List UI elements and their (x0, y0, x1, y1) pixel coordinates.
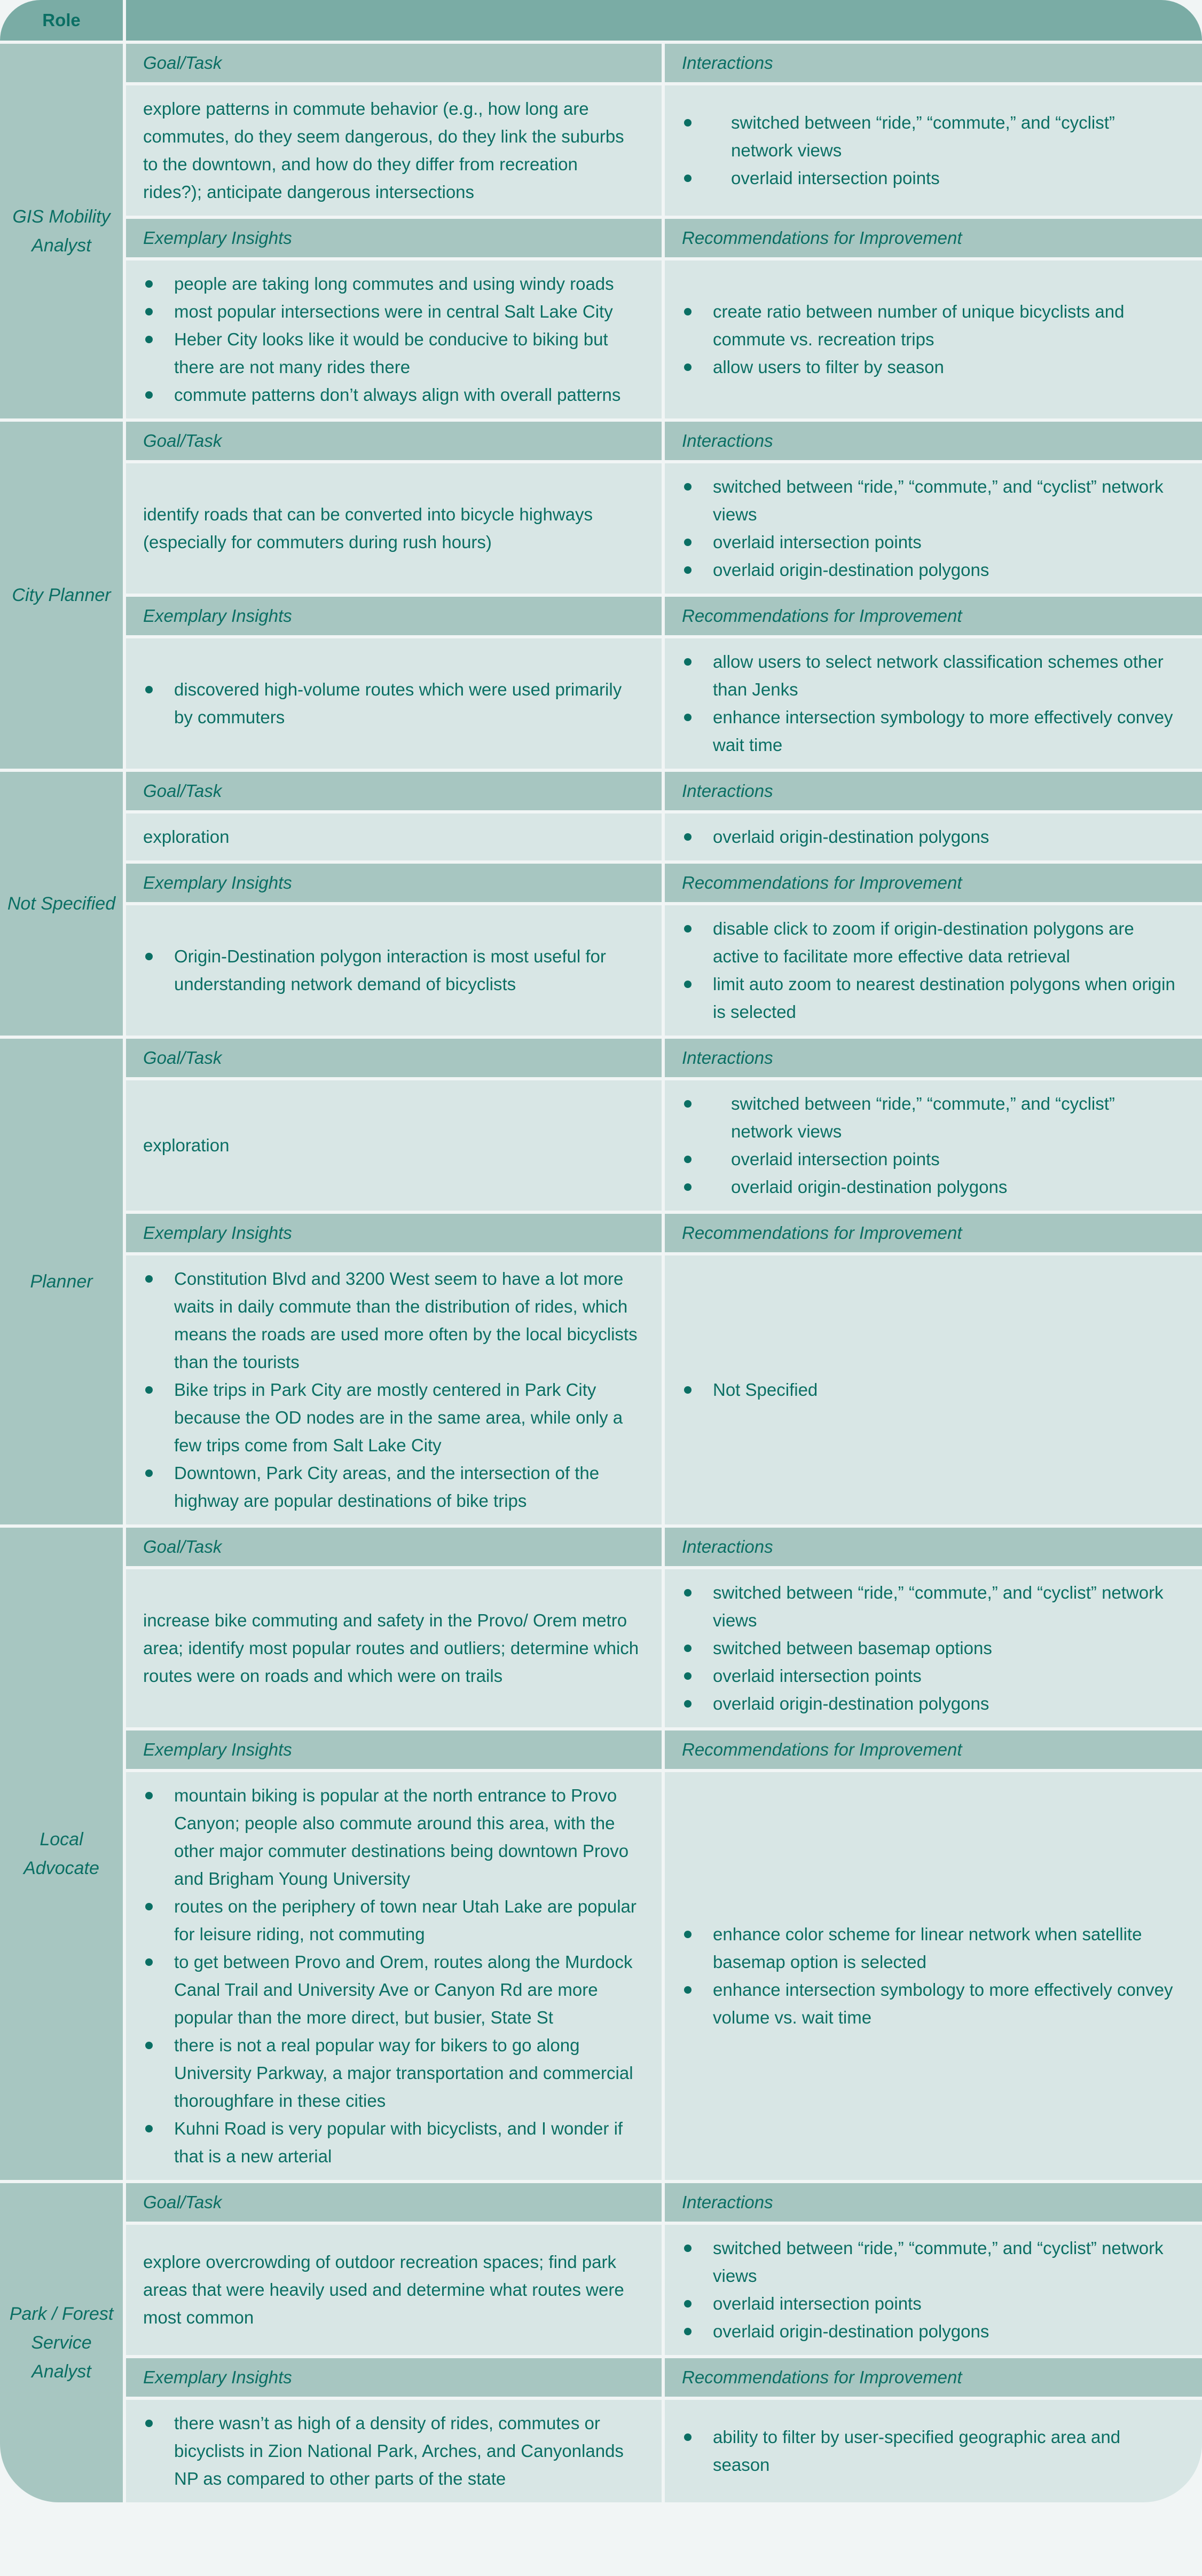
interaction-item: switched between “ride,” “commute,” and “cyclist” network views (682, 1090, 1181, 1145)
recommendations-label: Recommendations for Improvement (682, 1223, 962, 1243)
insight-item: there wasn’t as high of a density of rides, commutes or bicyclists in Zion National Park, Arches, and Canyonlands NP as compared to other parts of the state (143, 2409, 640, 2493)
interactions-cell (665, 1569, 1202, 1727)
interaction-item: overlaid origin-destination polygons (682, 1690, 1181, 1718)
interactions-list (682, 2234, 1181, 2345)
goal-task-text: explore patterns in commute behavior (e.g., how long are commutes, do they seem dangerous, do they link the suburbs to the downtown, and how do they differ from recreation rides?); anticipate dangerous intersections (143, 99, 624, 202)
insight-item: Bike trips in Park City are mostly centered in Park City because the OD nodes are in the same area, while only a few trips come from Salt Lake City (143, 1376, 640, 1459)
interaction-item: switched between “ride,” “commute,” and “cyclist” network views (682, 1579, 1181, 1634)
insights-header (126, 864, 662, 902)
role-name-cell (0, 422, 123, 769)
interactions-header (665, 772, 1202, 810)
interaction-item: overlaid intersection points (682, 528, 1181, 556)
interactions-list (682, 823, 1181, 851)
interaction-item: overlaid intersection points (682, 1145, 1181, 1173)
goal-task-label: Goal/Task (143, 781, 222, 801)
role-name: Planner (30, 1271, 93, 1292)
insights-cell (126, 260, 662, 418)
interaction-item: overlaid origin-destination polygons (682, 823, 1181, 851)
interaction-item: overlaid intersection points (682, 1662, 1181, 1690)
interaction-item: switched between “ride,” “commute,” and “cyclist” network views (682, 473, 1181, 528)
goal-task-text: exploration (143, 1135, 230, 1155)
insights-header (126, 1214, 662, 1252)
recommendations-list (682, 1376, 1181, 1404)
insight-item: to get between Provo and Orem, routes along the Murdock Canal Trail and University Ave or Canyon Rd are more popular than the more direct, but busier, State St (143, 1948, 640, 2032)
goal-task-cell (126, 1080, 662, 1211)
recommendations-header (665, 2358, 1202, 2397)
goal-task-label: Goal/Task (143, 1048, 222, 1068)
interactions-header (665, 422, 1202, 460)
interactions-list (682, 1579, 1181, 1718)
role-name: GIS Mobility Analyst (12, 207, 111, 256)
insights-label: Exemplary Insights (143, 228, 292, 248)
goal-task-label: Goal/Task (143, 431, 222, 451)
goal-task-header (126, 772, 662, 810)
recommendation-item: enhance intersection symbology to more effectively convey wait time (682, 704, 1181, 759)
insight-item: discovered high-volume routes which were used primarily by commuters (143, 676, 640, 731)
insights-cell (126, 905, 662, 1036)
interactions-label: Interactions (682, 1537, 773, 1556)
insight-item: Heber City looks like it would be conducive to biking but there are not many rides there (143, 326, 640, 381)
interaction-item: overlaid intersection points (682, 164, 1181, 192)
insights-header (126, 1730, 662, 1769)
insights-cell (126, 1772, 662, 2180)
goal-task-label: Goal/Task (143, 53, 222, 73)
recommendations-header (665, 864, 1202, 902)
recommendations-list (682, 915, 1181, 1026)
insights-header (126, 2358, 662, 2397)
goal-task-header (126, 1039, 662, 1077)
details-column-header (126, 0, 1202, 41)
goal-task-cell (126, 2225, 662, 2355)
insights-cell (126, 1255, 662, 1524)
recommendations-header (665, 1214, 1202, 1252)
insights-label: Exemplary Insights (143, 2367, 292, 2387)
role-name-cell (0, 44, 123, 418)
role-name: Local Advocate (23, 1829, 99, 1878)
recommendation-item: disable click to zoom if origin-destination polygons are active to facilitate more effective data retrieval (682, 915, 1181, 970)
role-details (126, 772, 1202, 1036)
recommendations-list (682, 1921, 1181, 2032)
insights-list (143, 943, 640, 998)
recommendations-label: Recommendations for Improvement (682, 873, 962, 892)
recommendation-item: create ratio between number of unique bicyclists and commute vs. recreation trips (682, 298, 1181, 353)
recommendations-cell (665, 1772, 1202, 2180)
insight-item: routes on the periphery of town near Utah Lake are popular for leisure riding, not commuting (143, 1893, 640, 1948)
recommendation-item: enhance intersection symbology to more effectively convey volume vs. wait time (682, 1976, 1181, 2032)
interaction-item: overlaid origin-destination polygons (682, 556, 1181, 584)
interaction-item: switched between basemap options (682, 1634, 1181, 1662)
interactions-cell (665, 2225, 1202, 2355)
recommendation-item: Not Specified (682, 1376, 1181, 1404)
insights-header (126, 219, 662, 257)
recommendations-label: Recommendations for Improvement (682, 228, 962, 248)
interactions-cell (665, 1080, 1202, 1211)
interactions-header (665, 1528, 1202, 1566)
role-name-cell (0, 1528, 123, 2180)
interaction-item: overlaid origin-destination polygons (682, 1173, 1181, 1201)
role-details (126, 422, 1202, 769)
recommendations-label: Recommendations for Improvement (682, 606, 962, 626)
insight-item: commute patterns don’t always align with overall patterns (143, 381, 640, 409)
role-name-cell (0, 772, 123, 1036)
recommendations-label: Recommendations for Improvement (682, 1740, 962, 1759)
interaction-item: switched between “ride,” “commute,” and “cyclist” network views (682, 2234, 1181, 2290)
role-name-cell (0, 2183, 123, 2502)
insights-label: Exemplary Insights (143, 606, 292, 626)
insight-item: Kuhni Road is very popular with bicyclists, and I wonder if that is a new arterial (143, 2115, 640, 2170)
recommendations-header (665, 597, 1202, 635)
goal-task-text: exploration (143, 827, 230, 847)
goal-task-text: increase bike commuting and safety in the Provo/ Orem metro area; identify most popular routes and outliers; determine which routes were on roads and which were on trails (143, 1610, 639, 1686)
recommendations-list (682, 2423, 1181, 2479)
insights-list (143, 270, 640, 409)
interactions-header (665, 2183, 1202, 2222)
insights-list (143, 676, 640, 731)
recommendations-cell (665, 638, 1202, 769)
role-name-cell (0, 1039, 123, 1524)
interaction-item: overlaid origin-destination polygons (682, 2318, 1181, 2345)
role-details (126, 44, 1202, 418)
interactions-label: Interactions (682, 781, 773, 801)
recommendations-label: Recommendations for Improvement (682, 2367, 962, 2387)
insight-item: Constitution Blvd and 3200 West seem to have a lot more waits in daily commute than the distribution of rides, which means the roads are used more often by the local bicyclists than the tourists (143, 1265, 640, 1376)
goal-task-cell (126, 85, 662, 216)
interactions-label: Interactions (682, 431, 773, 451)
goal-task-label: Goal/Task (143, 1537, 222, 1556)
insights-cell (126, 2400, 662, 2502)
goal-task-label: Goal/Task (143, 2192, 222, 2212)
role-details (126, 1528, 1202, 2180)
interactions-list (682, 473, 1181, 584)
recommendations-header (665, 1730, 1202, 1769)
insights-label: Exemplary Insights (143, 1223, 292, 1243)
insights-label: Exemplary Insights (143, 873, 292, 892)
goal-task-cell (126, 463, 662, 594)
interactions-label: Interactions (682, 53, 773, 73)
goal-task-header (126, 44, 662, 82)
goal-task-header (126, 1528, 662, 1566)
insight-item: most popular intersections were in central Salt Lake City (143, 298, 640, 326)
insight-item: mountain biking is popular at the north entrance to Provo Canyon; people also commute around this area, with the other major commuter destinations being downtown Provo and Brigham Young University (143, 1782, 640, 1893)
insight-item: people are taking long commutes and using windy roads (143, 270, 640, 298)
recommendations-cell (665, 2400, 1202, 2502)
insights-list (143, 2409, 640, 2493)
recommendations-list (682, 648, 1181, 759)
interactions-label: Interactions (682, 2192, 773, 2212)
role-name: Not Specified (7, 894, 116, 914)
insights-list (143, 1782, 640, 2170)
insights-list (143, 1265, 640, 1515)
interactions-header (665, 44, 1202, 82)
role-details (126, 2183, 1202, 2502)
role-name: City Planner (12, 585, 111, 605)
interactions-cell (665, 463, 1202, 594)
role-name: Park / Forest Service Analyst (9, 2304, 114, 2382)
insights-cell (126, 638, 662, 769)
insight-item: Origin-Destination polygon interaction is most useful for understanding network demand of bicyclists (143, 943, 640, 998)
role-details (126, 1039, 1202, 1524)
interactions-list (682, 1090, 1181, 1201)
recommendations-header (665, 219, 1202, 257)
interaction-item: switched between “ride,” “commute,” and “cyclist” network views (682, 109, 1181, 164)
insight-item: Downtown, Park City areas, and the intersection of the highway are popular destinations of bike trips (143, 1459, 640, 1515)
insight-item: there is not a real popular way for bikers to go along University Parkway, a major transportation and commercial thoroughfare in these cities (143, 2032, 640, 2115)
role-column-header (0, 0, 123, 41)
recommendations-list (682, 298, 1181, 381)
goal-task-cell (126, 813, 662, 860)
goal-task-text: identify roads that can be converted into bicycle highways (especially for commuters during rush hours) (143, 504, 593, 552)
recommendations-cell (665, 1255, 1202, 1524)
interactions-list (682, 109, 1181, 192)
recommendations-cell (665, 905, 1202, 1036)
interactions-cell (665, 813, 1202, 860)
recommendation-item: enhance color scheme for linear network when satellite basemap option is selected (682, 1921, 1181, 1976)
recommendation-item: allow users to filter by season (682, 353, 1181, 381)
recommendation-item: ability to filter by user-specified geographic area and season (682, 2423, 1181, 2479)
recommendation-item: allow users to select network classification schemes other than Jenks (682, 648, 1181, 704)
insights-label: Exemplary Insights (143, 1740, 292, 1759)
goal-task-header (126, 2183, 662, 2222)
interactions-header (665, 1039, 1202, 1077)
interaction-item: overlaid intersection points (682, 2290, 1181, 2318)
interactions-label: Interactions (682, 1048, 773, 1068)
role-header-label: Role (42, 10, 81, 30)
goal-task-header (126, 422, 662, 460)
goal-task-cell (126, 1569, 662, 1727)
insights-header (126, 597, 662, 635)
recommendations-cell (665, 260, 1202, 418)
recommendation-item: limit auto zoom to nearest destination polygons when origin is selected (682, 970, 1181, 1026)
goal-task-text: explore overcrowding of outdoor recreation spaces; find park areas that were heavily used and determine what routes were most common (143, 2252, 624, 2327)
interactions-cell (665, 85, 1202, 216)
